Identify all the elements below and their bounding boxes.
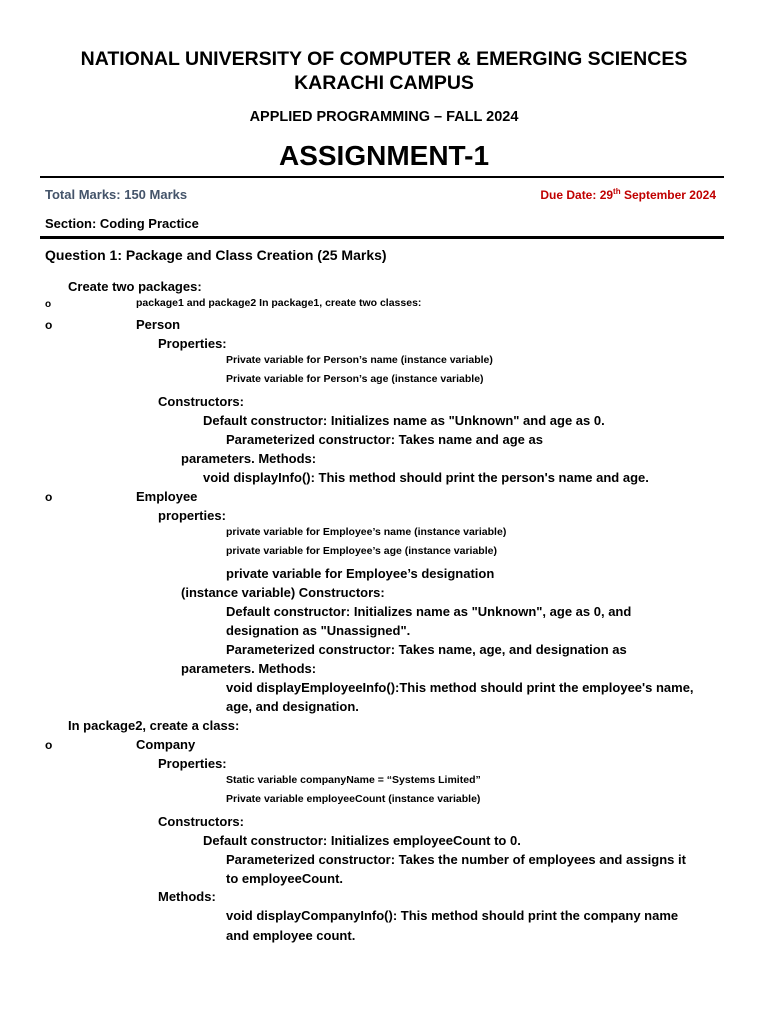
employee-prop-name: private variable for Employee’s name (instance variable) (226, 526, 507, 538)
company-prop-name: Static variable companyName = “Systems Limited” (226, 774, 481, 786)
employee-param-ctor-cont: parameters. Methods: (181, 661, 317, 676)
packages-line: package1 and package2 In package1, create two classes: (136, 297, 422, 309)
employee-method: void displayEmployeeInfo():This method should print the employee's name, (226, 680, 694, 695)
employee-prop-designation-cont: (instance variable) Constructors: (181, 585, 385, 600)
section-label: Section: Coding Practice (45, 216, 199, 231)
person-default-ctor: Default constructor: Initializes name as "Unknown" and age as 0. (203, 413, 605, 428)
due-date: Due Date: 29th September 2024 (540, 187, 716, 202)
company-method-cont: and employee count. (226, 928, 356, 943)
bullet-marker: o (45, 490, 53, 504)
person-param-ctor-cont: parameters. Methods: (181, 451, 317, 466)
company-param-ctor-cont: to employeeCount. (226, 871, 344, 886)
campus-name: KARACHI CAMPUS (294, 72, 474, 94)
company-default-ctor: Default constructor: Initializes employeeCount to 0. (203, 833, 521, 848)
person-constructors-label: Constructors: (158, 394, 244, 409)
employee-prop-age: private variable for Employee’s age (instance variable) (226, 545, 497, 557)
employee-param-ctor: Parameterized constructor: Takes name, age, and designation as (226, 642, 627, 657)
employee-prop-designation: private variable for Employee’s designation (226, 566, 495, 581)
bullet-marker: o (45, 299, 52, 310)
divider-bottom (40, 236, 724, 239)
person-properties-label: Properties: (158, 336, 227, 351)
company-methods-label: Methods: (158, 889, 216, 904)
company-param-ctor: Parameterized constructor: Takes the number of employees and assigns it (226, 852, 686, 867)
bullet-marker: o (45, 738, 53, 752)
person-param-ctor: Parameterized constructor: Takes name and age as (226, 432, 543, 447)
university-name: NATIONAL UNIVERSITY OF COMPUTER & EMERGING SCIENCES (80, 48, 688, 70)
course-name: APPLIED PROGRAMMING – FALL 2024 (249, 109, 519, 125)
assignment-title: ASSIGNMENT-1 (278, 140, 490, 171)
company-constructors-label: Constructors: (158, 814, 244, 829)
employee-method-cont: age, and designation. (226, 699, 359, 714)
employee-default-ctor: Default constructor: Initializes name as "Unknown", age as 0, and (226, 604, 632, 619)
person-prop-name: Private variable for Person’s name (instance variable) (226, 354, 493, 366)
class-employee: Employee (136, 489, 198, 504)
create-packages-line: Create two packages: (68, 279, 202, 294)
employee-properties-label: properties: (158, 508, 226, 523)
package2-line: In package2, create a class: (68, 718, 240, 733)
total-marks: Total Marks: 150 Marks (45, 187, 188, 202)
person-prop-age: Private variable for Person’s age (instance variable) (226, 373, 484, 385)
class-person: Person (136, 317, 181, 332)
question-title: Question 1: Package and Class Creation (25 Marks) (45, 247, 387, 263)
person-method: void displayInfo(): This method should print the person's name and age. (203, 470, 649, 485)
company-properties-label: Properties: (158, 756, 227, 771)
employee-default-ctor-cont: designation as "Unassigned". (226, 623, 411, 638)
class-company: Company (136, 737, 196, 752)
divider-top (40, 176, 724, 178)
company-prop-count: Private variable employeeCount (instance variable) (226, 793, 481, 805)
company-method: void displayCompanyInfo(): This method should print the company name (226, 908, 679, 923)
bullet-marker: o (45, 318, 53, 332)
